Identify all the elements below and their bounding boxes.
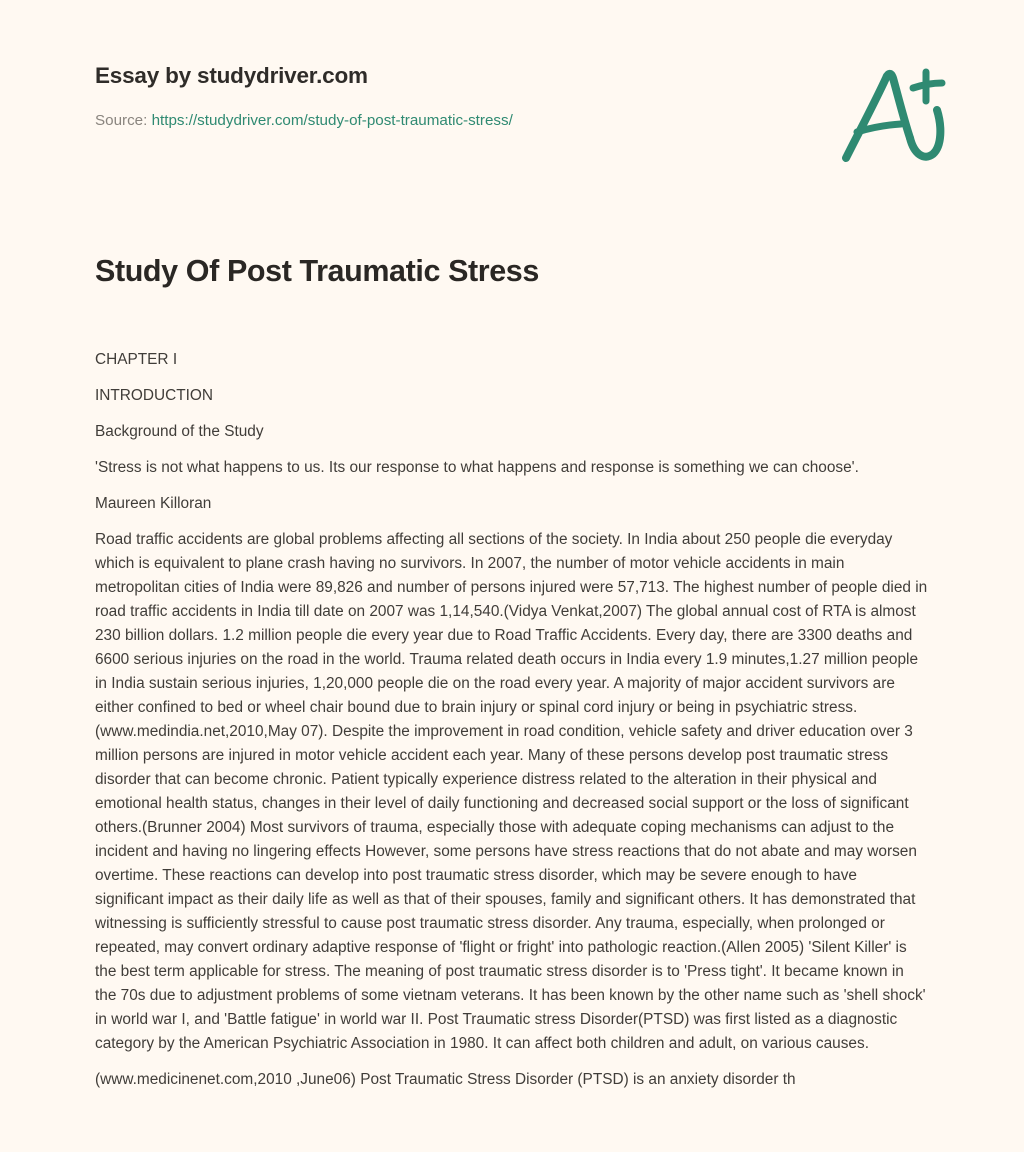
paragraph-continuation-truncated: (www.medicinenet.com,2010 ,June06) Post Traumatic Stress Disorder (PTSD) is an anxiety disorder th <box>95 1071 796 1089</box>
essay-body <box>0 290 1024 1092</box>
page-header <box>0 0 1024 190</box>
paragraph-main-body: Road traffic accidents are global problems affecting all sections of the society. In India about 250 people die everyday which is equivalent to plane crash having no survivors. In 2007, the number of motor vehicle accidents in main metropolitan cities of India were 89,826 and number of persons injured were 57,713. The highest number of people died in road traffic accidents in India till date on 2007 was 1,14,540.(Vidya Venkat,2007) The global annual cost of RTA is almost 230 billion dollars. 1.2 million people die every year due to Road Traffic Accidents. Every day, there are 3300 deaths and 6600 serious injuries on the road in the world. Trauma related death occurs in India every 1.9 minutes,1.27 million people in India sustain serious injuries, 1,20,000 people die on the road every year. A majority of major accident survivors are either confined to bed or wheel chair bound due to brain injury or spinal cord injury or being in psychiatric stress.(www.medindia.net,2010,May 07). Despite the improvement in road condition, vehicle safety and driver education over 3 million persons are injured in motor vehicle accident each year. Many of these persons develop post traumatic stress disorder that can become chronic. Patient typically experience distress related to the alteration in their physical and emotional health status, changes in their level of daily functioning and decreased social support or the loss of significant others.(Brunner 2004) Most survivors of trauma, especially those with adequate coping mechanisms can adjust to the incident and having no lingering effects However, some persons have stress reactions that do not abate and may worsen overtime. These reactions can develop into post traumatic stress disorder, which may be severe enough to have significant impact as their daily life as well as that of their spouses, family and significant others. It has demonstrated that witnessing is sufficiently stressful to cause post traumatic stress disorder. Any trauma, especially, when prolonged or repeated, may convert ordinary adaptive response of 'flight or fright' into pathologic reaction.(Allen 2005) 'Silent Killer' is the best term applicable for stress. The meaning of post traumatic stress disorder is to 'Press tight'. It became known in the 70s due to adjustment problems of some vietnam veterans. It has been known by the other name such as 'shell shock' in world war I, and 'Battle fatigue' in world war II. Post Traumatic stress Disorder(PTSD) was first listed as a diagnostic category by the American Psychiatric Association in 1980. It can affect both children and adult, on various causes. <box>95 531 928 1053</box>
source-url-link[interactable]: https://studydriver.com/study-of-post-traumatic-stress/ <box>151 112 513 129</box>
paragraph-quote-attribution: Maureen Killoran <box>95 495 212 513</box>
essay-byline: Essay by studydriver.com <box>95 63 368 88</box>
source-line <box>95 111 960 131</box>
source-label: Source: <box>95 112 148 129</box>
studydriver-logo-icon[interactable] <box>836 62 956 172</box>
paragraph-introduction: INTRODUCTION <box>95 387 213 405</box>
page-title: Study Of Post Traumatic Stress <box>95 254 539 288</box>
paragraph-chapter: CHAPTER I <box>95 351 178 369</box>
paragraph-quote: 'Stress is not what happens to us. Its our response to what happens and response is something we can choose'. <box>95 459 859 477</box>
paragraph-background-heading: Background of the Study <box>95 423 264 441</box>
